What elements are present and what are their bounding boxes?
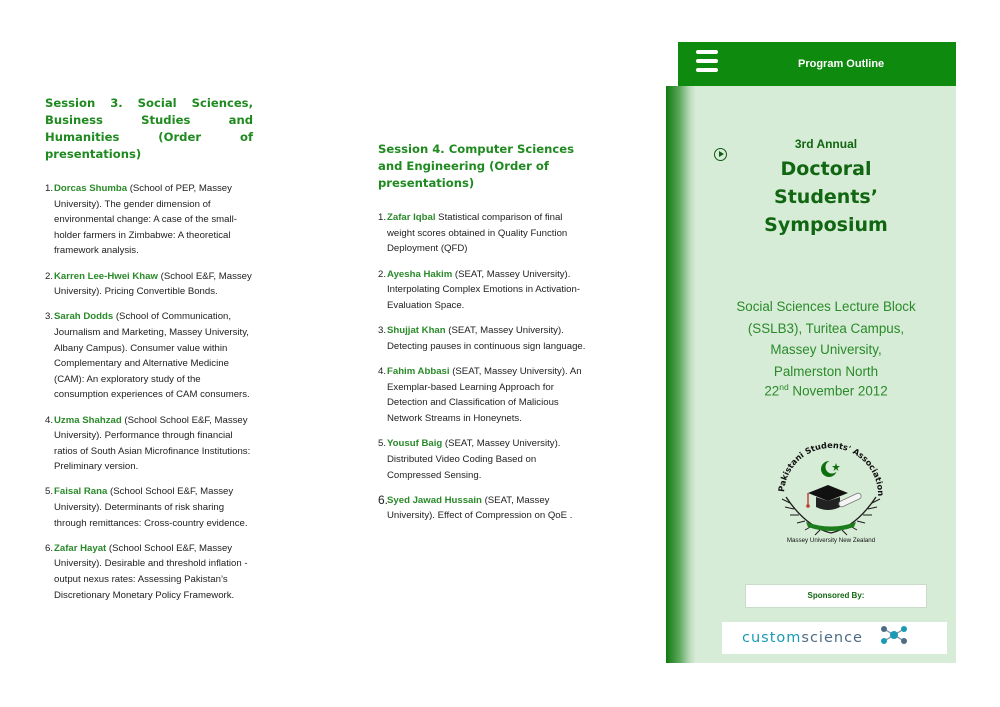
presentation-detail: (SEAT, Massey University). An Exemplar-based Learning Approach for Detection and Classification of Malicious Network Streams in Honeynets. (387, 366, 582, 424)
presenter-name: Dorcas Shumba (54, 183, 128, 194)
presentation-detail: (SEAT, Massey University). Detecting pauses in continuous sign language. (387, 325, 586, 352)
session-4-list (378, 210, 586, 524)
presenter-name: Yousuf Baig (387, 438, 443, 450)
logo-arc-text: Pakistani Students' Association (776, 439, 887, 497)
symposium-title-line-1: Doctoral (780, 158, 872, 180)
presenter-name: Sarah Dodds (54, 311, 114, 323)
list-item: 3. Sarah Dodds (School of Communication, Journalism and Marketing, Massey University, Albany Campus). Consumer value within Complementary and Alternative Medicine (CAM): An exploratory study of the consumption experiences of CAM consumers. (45, 311, 250, 401)
session-4-column (378, 141, 586, 534)
presenter-name: Ayesha Hakim (387, 268, 453, 280)
program-outline-bar (678, 42, 956, 86)
presenter-name: Zafar Hayat (54, 542, 107, 554)
presentation-detail: (School School E&F, Massey University). Performance through financial ratios of South Asian Microfinance Institutions: Preliminary version. (54, 414, 251, 473)
presentation-detail: (School of PEP, Massey University). The gender dimension of environmental change: A case of the small-holder farmers in Zimbabwe: A theoretical framework analysis. (54, 183, 237, 257)
list-item: 6. Zafar Hayat (School School E&F, Massey University). Desirable and threshold inflation -output nexus rates: Assessing Pakistan’s Discretionary Monetary Policy Framework. (45, 542, 248, 601)
sponsored-by-label: Sponsored By: (807, 591, 865, 600)
presentation-detail: (SEAT, Massey University). Effect of Compression on QoE . (387, 494, 573, 522)
topbar-gap (666, 42, 678, 86)
presenter-name: Zafar Iqbal (387, 212, 436, 223)
venue (706, 296, 946, 382)
list-item: 3. Shujjat Khan (SEAT, Massey University). Detecting pauses in continuous sign language. (378, 325, 586, 352)
logo-caption: Massey University New Zealand (786, 537, 876, 544)
presentation-detail: (SEAT, Massey University). Interpolating Complex Emotions in Activation-Evaluation Space. (387, 268, 581, 311)
list-item: 1. Zafar Iqbal Statistical comparison of final weight scores obtained in Quality Function Deployment (QFD) (378, 212, 568, 255)
panel-shadow-stripe (666, 86, 696, 663)
list-item: 5. Faisal Rana (School School E&F, Massey University). Determinants of risk sharing through remittances: Cross-country evidence. (45, 486, 248, 529)
presentation-detail: (School School E&F, Massey University). Desirable and threshold inflation -output nexus rates: Assessing Pakistan’s Discretionary Monetary Policy Framework. (54, 542, 248, 601)
presentation-detail: (School E&F, Massey University). Pricing Convertible Bonds. (54, 270, 252, 298)
presenter-name: Karren Lee-Hwei Khaw (54, 270, 158, 282)
list-item: 1. Dorcas Shumba (School of PEP, Massey University). The gender dimension of environmental change: A case of the small-holder farmers in Zimbabwe: A theoretical framework analysis. (45, 183, 237, 257)
presentation-detail: Statistical comparison of final weight scores obtained in Quality Function Deployment (QFD) (387, 212, 568, 255)
sponsor-logo (722, 622, 947, 654)
molecule-icon (876, 623, 912, 647)
list-item: 2. Ayesha Hakim (SEAT, Massey University). Interpolating Complex Emotions in Activation-Evaluation Space. (378, 268, 581, 311)
list-item: 6. Syed Jawad Hussain (SEAT, Massey University). Effect of Compression on QoE . (378, 492, 573, 522)
presenter-name: Fahim Abbasi (387, 366, 450, 378)
session-3-column (45, 95, 253, 613)
symposium-title-line-2: Students’ (774, 186, 878, 208)
symposium-title-line-3: Symposium (764, 214, 888, 236)
menu-icon[interactable] (696, 50, 718, 76)
program-outline-title: Program Outline (798, 58, 885, 70)
presentation-detail: (School of Communication, Journalism and Marketing, Massey University, Albany Campus). Consumer value within Complementary and Alternative Medicine (CAM): An exploratory study of the consumption experiences of CAM consumers. (54, 311, 250, 401)
venue-line: Massey University, (770, 342, 882, 358)
venue-line: (SSLB3), Turitea Campus, (747, 320, 905, 336)
presenter-name: Shujjat Khan (387, 325, 446, 337)
psa-logo-graphic (766, 427, 896, 542)
presenter-name: Uzma Shahzad (54, 414, 122, 426)
list-item: 4. Uzma Shahzad (School School E&F, Massey University). Performance through financial ratios of South Asian Microfinance Institutions: Preliminary version. (45, 414, 251, 473)
venue-line: Palmerston North (773, 363, 879, 379)
sponsor-logo-text: customscience (742, 630, 863, 646)
program-panel (666, 42, 956, 663)
session-4-heading: Session 4. Computer Sciences and Engineering (Order of presentations) (378, 142, 574, 190)
list-item: 5. Yousuf Baig (SEAT, Massey University). Distributed Video Coding Based on Compressed Sensing. (378, 438, 561, 481)
presenter-name: Syed Jawad Hussain (387, 494, 482, 506)
event-date: 22nd November 2012 (764, 382, 888, 399)
annual-label: 3rd Annual (794, 137, 858, 151)
sponsored-by-box (745, 584, 927, 608)
presenter-name: Faisal Rana (54, 486, 108, 498)
list-item: 2. Karren Lee-Hwei Khaw (School E&F, Massey University). Pricing Convertible Bonds. (45, 270, 252, 298)
list-item: 4. Fahim Abbasi (SEAT, Massey University). An Exemplar-based Learning Approach for Detection and Classification of Malicious Network Streams in Honeynets. (378, 366, 582, 424)
session-3-heading: Session 3. Social Sciences, Business Studies and Humanities (Order of presentations) (45, 96, 253, 161)
psa-logo (766, 427, 896, 549)
presentation-detail: (SEAT, Massey University). Distributed Video Coding Based on Compressed Sensing. (387, 438, 561, 481)
venue-line: Social Sciences Lecture Block (736, 299, 916, 314)
session-3-list (45, 181, 253, 603)
presentation-detail: (School School E&F, Massey University). Determinants of risk sharing through remittances: Cross-country evidence. (54, 486, 248, 529)
